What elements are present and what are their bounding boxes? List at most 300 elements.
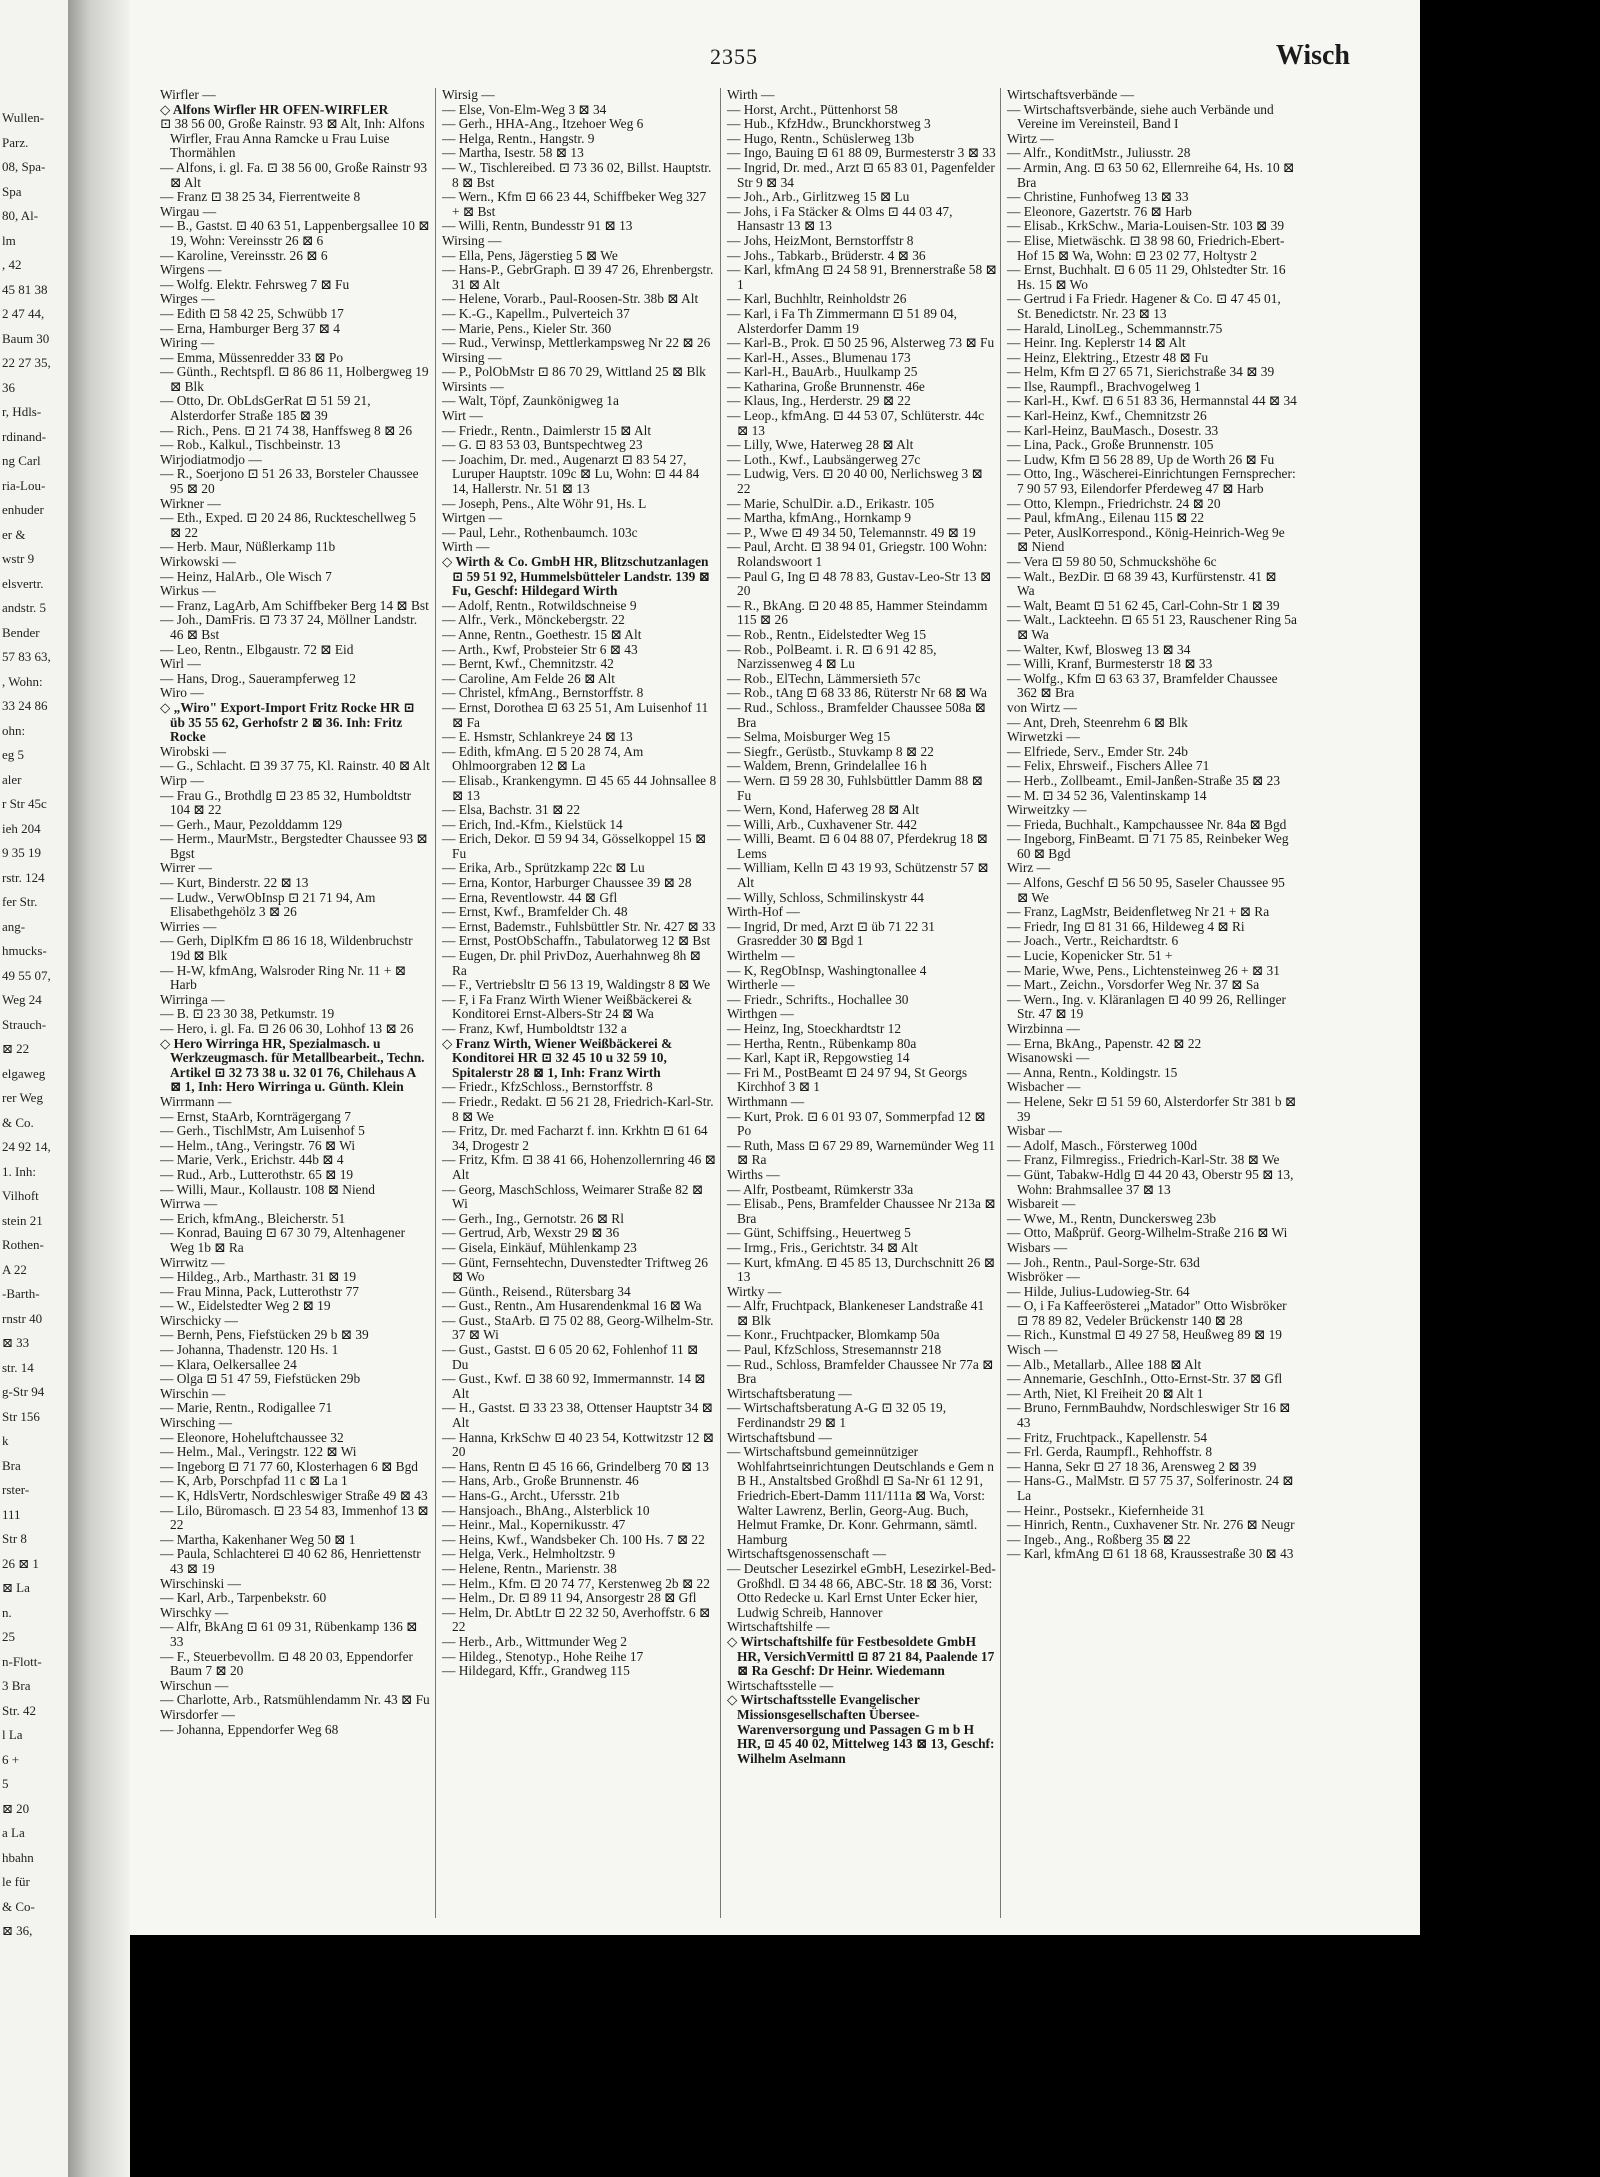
surname-heading: Wirschin — bbox=[160, 1385, 226, 1401]
adjacent-page-text: a La bbox=[2, 1825, 25, 1840]
directory-entry: — Helm., Mal., Veringstr. 122 ⊠ Wi bbox=[160, 1444, 357, 1460]
directory-entry: — Ingo, Bauing ⊡ 61 88 09, Burmesterstr 3 ⊠ 33 bbox=[727, 145, 996, 161]
surname-heading: Wirzbinna — bbox=[1007, 1021, 1080, 1036]
directory-entry: — M. ⊡ 34 52 36, Valentinskamp 14 bbox=[1007, 787, 1207, 803]
directory-entry: — Lucie, Kopenicker Str. 51 + bbox=[1007, 948, 1173, 964]
directory-entry: — G. ⊡ 83 53 03, Buntspechtweg 23 bbox=[442, 437, 643, 453]
directory-entry: — Hildegard, Kffr., Grandweg 115 bbox=[442, 1663, 630, 1679]
directory-entry: — Günt, Tabakw-Hdlg ⊡ 44 20 43, Oberstr 95 ⊠ 13, Wohn: Brahmsallee 37 ⊠ 13 bbox=[1007, 1166, 1294, 1197]
directory-entry: — Anna, Rentn., Koldingstr. 15 bbox=[1007, 1064, 1178, 1080]
directory-entry: — Eth., Exped. ⊡ 20 24 86, Ruckteschellweg 5 ⊠ 22 bbox=[160, 510, 416, 540]
adjacent-page-text: ⊠ 36, bbox=[2, 1923, 33, 1938]
directory-entry: — R., BkAng. ⊡ 20 48 85, Hammer Steindamm 115 ⊠ 26 bbox=[727, 597, 988, 628]
directory-entry: — Karl, Kapt iR, Repgowstieg 14 bbox=[727, 1050, 910, 1066]
directory-entry: — W., Eidelstedter Weg 2 ⊠ 19 bbox=[160, 1298, 331, 1314]
directory-entry: — Willi, Rentn, Bundesstr 91 ⊠ 13 bbox=[442, 218, 633, 234]
adjacent-page-fragment bbox=[0, 0, 68, 2177]
surname-heading: Wirwetzki — bbox=[1007, 729, 1080, 745]
surname-heading: Wisbar — bbox=[1007, 1123, 1062, 1139]
adjacent-page-text: aler bbox=[2, 771, 22, 787]
directory-entry: — Gisela, Einkäuf, Mühlenkamp 23 bbox=[442, 1239, 637, 1255]
directory-entry: — Erich, Dekor. ⊡ 59 94 34, Gösselkoppel 15 ⊠ Fu bbox=[442, 831, 707, 861]
directory-entry: — Gerh., TischlMstr, Am Luisenhof 5 bbox=[160, 1123, 365, 1139]
surname-heading: Wirth — bbox=[727, 88, 775, 102]
directory-entry: ◇ Wirtschaftshilfe für Festbesoldete GmbH HR, VersichVermittl ⊡ 87 21 84, Paalende 17 ⊠ Ra Geschf: Dr Heinr. Wiedemann bbox=[727, 1633, 995, 1679]
surname-heading: Wirringa — bbox=[160, 991, 225, 1007]
directory-entry: — K, RegObInsp, Washingtonallee 4 bbox=[727, 962, 927, 978]
directory-entry: — Armin, Ang. ⊡ 63 50 62, Ellernreihe 64, Hs. 10 ⊠ Bra bbox=[1007, 159, 1295, 190]
directory-entry: — Christel, kfmAng., Bernstorffstr. 8 bbox=[442, 685, 644, 701]
directory-entry: — Leop., kfmAng. ⊡ 44 53 07, Schlüterstr. 44c ⊠ 13 bbox=[727, 408, 985, 438]
directory-entry: — Paula, Schlachterei ⊡ 40 62 86, Henriettenstr 43 ⊠ 19 bbox=[160, 1546, 421, 1576]
directory-entry: — Joachim, Dr. med., Augenarzt ⊡ 83 54 27, Luruper Hauptstr. 109c ⊠ Lu, Wohn: ⊡ 44 84 14, Hallerstr. Nr. 51 ⊠ 13 bbox=[442, 451, 700, 497]
directory-entry: — Karl, kfmAng ⊡ 61 18 68, Kraussestraße 30 ⊠ 43 bbox=[1007, 1546, 1294, 1562]
directory-entry: — Paul, kfmAng., Eilenau 115 ⊠ 22 bbox=[1007, 510, 1205, 526]
directory-entry: — Eugen, Dr. phil PrivDoz, Auerhahnweg 8h ⊠ Ra bbox=[442, 948, 701, 978]
directory-entry: — Kurt, Binderstr. 22 ⊠ 13 bbox=[160, 875, 309, 891]
adjacent-page-text: ng Carl bbox=[2, 453, 41, 468]
directory-column-3 bbox=[720, 88, 997, 1918]
directory-entry: — Konr., Fruchtpacker, Blomkamp 50a bbox=[727, 1327, 940, 1343]
page-number: 2355 bbox=[710, 44, 758, 69]
adjacent-page-text: 111 bbox=[2, 1506, 21, 1522]
directory-entry: — Elisab., KrkSchw., Maria-Louisen-Str. 103 ⊠ 39 bbox=[1007, 218, 1285, 234]
directory-entry: — Frau Minna, Pack, Lutterothstr 77 bbox=[160, 1283, 359, 1299]
adjacent-page-text: hbahn bbox=[2, 1849, 34, 1865]
directory-entry: — Elise, Mietwäschk. ⊡ 38 98 60, Friedrich-Ebert-Hof 15 ⊠ Wa, Wohn: ⊡ 23 02 77, Holtystr 2 bbox=[1007, 232, 1285, 263]
directory-entry: — Helm, Dr. AbtLtr ⊡ 22 32 50, Averhoffstr. 6 ⊠ 22 bbox=[442, 1604, 711, 1635]
directory-entry: — Günt, Fernsehtechn, Duvenstedter Triftweg 26 ⊠ Wo bbox=[442, 1254, 708, 1285]
surname-heading: Wirobski — bbox=[160, 743, 227, 759]
directory-entry: — Karl, i Fa Th Zimmermann ⊡ 51 89 04, Alsterdorfer Damm 19 bbox=[727, 305, 958, 336]
directory-column-4 bbox=[1000, 88, 1297, 1918]
directory-entry: — Walt., Lackteehn. ⊡ 65 51 23, Rauschener Ring 5a ⊠ Wa bbox=[1007, 612, 1297, 642]
adjacent-page-text: andstr. 5 bbox=[2, 600, 47, 615]
directory-entry: — Willy, Schloss, Schmilinskystr 44 bbox=[727, 889, 924, 905]
directory-entry: — Joach., Vertr., Reichardtstr. 6 bbox=[1007, 933, 1179, 949]
directory-entry: — Martha, kfmAng., Hornkamp 9 bbox=[727, 510, 912, 526]
adjacent-page-text: Bender bbox=[2, 624, 40, 640]
adjacent-page-text: rer Weg bbox=[2, 1090, 43, 1105]
directory-entry: — H., Gastst. ⊡ 33 23 38, Ottenser Hauptstr 34 ⊠ Alt bbox=[442, 1400, 713, 1431]
directory-entry: — Johanna, Eppendorfer Weg 68 bbox=[160, 1721, 339, 1737]
directory-entry: — Helga, Verk., Helmholtzstr. 9 bbox=[442, 1546, 616, 1562]
surname-heading: Wiro — bbox=[160, 685, 204, 701]
directory-entry: — Erika, Arb., Sprützkamp 22c ⊠ Lu bbox=[442, 860, 645, 876]
directory-entry: — Vera ⊡ 59 80 50, Schmuckshöhe 6c bbox=[1007, 554, 1217, 569]
surname-heading: Wirsig — bbox=[442, 88, 495, 102]
adjacent-page-text: Wullen- bbox=[2, 110, 45, 125]
adjacent-page-text: Rothen- bbox=[2, 1237, 44, 1252]
directory-entry: — Wirtschaftsberatung A-G ⊡ 32 05 19, Ferdinandstr 29 ⊠ 1 bbox=[727, 1400, 947, 1431]
directory-entry: — Herm., MaurMstr., Bergstedter Chaussee 93 ⊠ Bgst bbox=[160, 831, 428, 861]
directory-entry: — Herb., Arb., Wittmunder Weg 2 bbox=[442, 1633, 627, 1649]
directory-entry: — Ingrid, Dr med, Arzt ⊡ üb 71 22 31 Grasredder 30 ⊠ Bgd 1 bbox=[727, 918, 935, 949]
directory-column-1 bbox=[160, 88, 430, 1918]
surname-heading: Wirsints — bbox=[442, 378, 504, 394]
directory-entry: — K, Arb, Porschpfad 11 c ⊠ La 1 bbox=[160, 1473, 348, 1489]
directory-entry: — Karl, Arb., Tarpenbekstr. 60 bbox=[160, 1590, 327, 1606]
directory-entry: — Franz ⊡ 38 25 34, Fierrentweite 8 bbox=[160, 189, 361, 205]
directory-entry: — Rich., Pens. ⊡ 21 74 38, Hanffsweg 8 ⊠ 26 bbox=[160, 422, 413, 438]
directory-entry: — Eleonore, Gazertstr. 76 ⊠ Harb bbox=[1007, 203, 1192, 219]
directory-entry: — Karl-B., Prok. ⊡ 50 25 96, Alsterweg 73 ⊠ Fu bbox=[727, 335, 995, 351]
directory-entry: — Alfr., KonditMstr., Juliusstr. 28 bbox=[1007, 145, 1191, 161]
adjacent-page-text: 57 83 63, bbox=[2, 649, 51, 664]
directory-entry: — H-W, kfmAng, Walsroder Ring Nr. 11 + ⊠ Harb bbox=[160, 962, 406, 993]
directory-entry: — Marie, Verk., Erichstr. 44b ⊠ 4 bbox=[160, 1152, 344, 1168]
directory-entry: — Elfriede, Serv., Emder Str. 24b bbox=[1007, 743, 1188, 759]
directory-entry: — Olga ⊡ 51 47 59, Fiefstücken 29b bbox=[160, 1371, 361, 1387]
surname-heading: Wirrwitz — bbox=[160, 1254, 225, 1270]
directory-entry: — Paul, KfzSchloss, Stresemannstr 218 bbox=[727, 1342, 942, 1358]
directory-entry: — Ilse, Raumpfl., Brachvogelweg 1 bbox=[1007, 378, 1201, 394]
directory-entry: ◇ Wirth & Co. GmbH HR, Blitzschutzanlagen ⊡ 59 51 92, Hummelsbütteler Landstr. 139 ⊠ Fu, Geschf: Hildegard Wirth bbox=[442, 554, 710, 599]
adjacent-page-text: Bra bbox=[2, 1457, 21, 1473]
directory-entry: — Fritz, Fruchtpack., Kapellenstr. 54 bbox=[1007, 1429, 1208, 1445]
directory-entry: — Helene, Sekr ⊡ 51 59 60, Alsterdorfer Str 381 b ⊠ 39 bbox=[1007, 1093, 1297, 1124]
directory-entry: — Anne, Rentn., Goethestr. 15 ⊠ Alt bbox=[442, 626, 642, 642]
surname-heading: Wisch — bbox=[1007, 1342, 1058, 1358]
directory-entry: — Eleonore, Hoheluftchaussee 32 bbox=[160, 1429, 344, 1445]
directory-entry: — Hans, Rentn ⊡ 45 16 66, Grindelberg 70 ⊠ 13 bbox=[442, 1458, 709, 1474]
surname-heading: Wirt — bbox=[442, 408, 483, 424]
directory-entry: — Hans-P., GebrGraph. ⊡ 39 47 26, Ehrenbergstr. 31 ⊠ Alt bbox=[442, 262, 714, 292]
directory-entry: — G., Schlacht. ⊡ 39 37 75, Kl. Rainstr. 40 ⊠ Alt bbox=[160, 758, 430, 774]
directory-entry: — W., Tischlereibed. ⊡ 73 36 02, Billst. Hauptstr. 8 ⊠ Bst bbox=[442, 159, 712, 190]
directory-entry: — Alfr, Fruchtpack, Blankeneser Landstraße 41 ⊠ Blk bbox=[727, 1298, 985, 1328]
directory-entry: — Joseph, Pens., Alte Wöhr 91, Hs. L bbox=[442, 495, 647, 511]
directory-entry: — O, i Fa Kaffeerösterei „Matador" Otto Wisbröker ⊡ 78 89 82, Vedeler Brückenstr 140 ⊠ 28 bbox=[1007, 1298, 1287, 1328]
adjacent-page-text: fer Str. bbox=[2, 894, 38, 909]
directory-entry: — Otto, Klempn., Friedrichstr. 24 ⊠ 20 bbox=[1007, 495, 1221, 511]
adjacent-page-text: Str 156 bbox=[2, 1408, 40, 1424]
directory-entry: — Hansjoach., BhAng., Alsterblick 10 bbox=[442, 1502, 650, 1518]
directory-entry: — Johs, HeizMont, Bernstorffstr 8 bbox=[727, 232, 914, 248]
directory-entry: — K.-G., Kapellm., Pulverteich 37 bbox=[442, 305, 630, 321]
surname-heading: Wirschinski — bbox=[160, 1575, 241, 1591]
directory-entry: — Kurt, Prok. ⊡ 6 01 93 07, Sommerpfad 12 ⊠ Po bbox=[727, 1108, 986, 1139]
adjacent-page-text: k bbox=[2, 1433, 9, 1448]
adjacent-page-text: 25 bbox=[2, 1629, 15, 1644]
directory-entry: — Wern., Kfm ⊡ 66 23 44, Schiffbeker Weg 327 + ⊠ Bst bbox=[442, 189, 707, 219]
surname-heading: Wirkus — bbox=[160, 583, 216, 599]
directory-entry: — Marie, SchulDir. a.D., Erikastr. 105 bbox=[727, 495, 935, 511]
directory-entry: — Hildeg., Stenotyp., Hohe Reihe 17 bbox=[442, 1648, 644, 1664]
directory-entry: ◇ Wirtschaftsstelle Evangelischer Missionsgesellschaften Übersee-Warenversorgung und Passagen G m b H HR, ⊡ 45 40 02, Mittelweg 143 ⊠ 13, Geschf: Wilhelm Aselmann bbox=[727, 1692, 995, 1766]
directory-entry: — Friedr., Schrifts., Hochallee 30 bbox=[727, 991, 909, 1007]
adjacent-page-text: str. 14 bbox=[2, 1359, 34, 1375]
surname-heading: Wirtherle — bbox=[727, 977, 795, 993]
directory-entry: — Frau G., Brothdlg ⊡ 23 85 32, Humboldtstr 104 ⊠ 22 bbox=[160, 787, 412, 818]
adjacent-page-text: Baum 30 bbox=[2, 330, 50, 346]
adjacent-page-text: 36 bbox=[2, 379, 15, 395]
directory-entry: — F, i Fa Franz Wirth Wiener Weißbäckerei & Konditorei Ernst-Albers-Str 24 ⊠ Wa bbox=[442, 991, 693, 1022]
surname-heading: Wirsdorfer — bbox=[160, 1706, 235, 1722]
directory-entry: — Lilly, Wwe, Haterweg 28 ⊠ Alt bbox=[727, 437, 914, 453]
directory-entry: — Paul, Archt. ⊡ 38 94 01, Griegstr. 100 Wohn: Rolandswoort 1 bbox=[727, 539, 988, 569]
adjacent-page-text: 33 24 86 bbox=[2, 698, 48, 713]
directory-entry: — Erna, Hamburger Berg 37 ⊠ 4 bbox=[160, 320, 340, 336]
book-gutter bbox=[68, 0, 130, 2177]
directory-entry: — Gerh., HHA-Ang., Itzehoer Weg 6 bbox=[442, 116, 644, 132]
directory-entry: — Hildeg., Arb., Marthastr. 31 ⊠ 19 bbox=[160, 1269, 357, 1285]
directory-entry: — Klara, Oelkersallee 24 bbox=[160, 1356, 297, 1372]
directory-entry: — Ernst, Bademstr., Fuhlsbüttler Str. Nr. 427 ⊠ 33 bbox=[442, 918, 716, 934]
surname-heading: Wirtky — bbox=[727, 1283, 782, 1299]
directory-entry: — Helene, Vorarb., Paul-Roosen-Str. 38b ⊠ Alt bbox=[442, 291, 699, 307]
directory-entry: — Wirtschaftsverbände, siehe auch Verbände und Vereine im Vereinsteil, Band I bbox=[1007, 101, 1274, 132]
adjacent-page-text: Str 8 bbox=[2, 1531, 27, 1546]
directory-entry: — Friedr., Redakt. ⊡ 56 21 28, Friedrich-Karl-Str. 8 ⊠ We bbox=[442, 1093, 714, 1124]
directory-entry: — P., PolObMstr ⊡ 86 70 29, Wittland 25 ⊠ Blk bbox=[442, 364, 706, 380]
directory-entry: — Selma, Moisburger Weg 15 bbox=[727, 729, 891, 745]
adjacent-page-text: er & bbox=[2, 526, 26, 542]
directory-entry: — Alfons, i. gl. Fa. ⊡ 38 56 00, Große Rainstr 93 ⊠ Alt bbox=[160, 159, 428, 190]
directory-entry: — Fri M., PostBeamt ⊡ 24 97 94, St Georgs Kirchhof 3 ⊠ 1 bbox=[727, 1064, 968, 1095]
adjacent-page-text: r Str 45c bbox=[2, 796, 47, 811]
directory-entry: — Walt, Töpf, Zaunkönigweg 1a bbox=[442, 393, 619, 409]
directory-entry: — Kurt, kfmAng. ⊡ 45 85 13, Durchschnitt 26 ⊠ 13 bbox=[727, 1254, 995, 1285]
adjacent-page-text: l La bbox=[2, 1727, 23, 1742]
directory-entry: — Emma, Müssenredder 33 ⊠ Po bbox=[160, 349, 344, 365]
adjacent-page-text: 45 81 38 bbox=[2, 281, 48, 297]
directory-entry: — Otto, Maßprüf. Georg-Wilhelm-Straße 216 ⊠ Wi bbox=[1007, 1225, 1288, 1241]
directory-entry: — Otto, Ing., Wäscherei-Einrichtungen Fernsprecher: 7 90 57 93, Eilendorfer Pferdeweg 47 ⊠ Harb bbox=[1007, 466, 1296, 497]
directory-entry: — B., Gastst. ⊡ 40 63 51, Lappenbergsallee 10 ⊠ 19, Wohn: Vereinsstr 26 ⊠ 6 bbox=[160, 218, 430, 248]
directory-entry: — Karl-H., Asses., Blumenau 173 bbox=[727, 349, 911, 365]
directory-entry: ◇ Franz Wirth, Wiener Weißbäckerei & Konditorei HR ⊡ 32 45 10 u 32 59 10, Spitalerstr 28 ⊠ 1, Inh: Franz Wirth bbox=[442, 1035, 673, 1080]
directory-entry: — Karl-Heinz, BauMasch., Dosestr. 33 bbox=[1007, 422, 1219, 438]
directory-entry: — Karl-H., Kwf. ⊡ 6 51 83 36, Hermannstal 44 ⊠ 34 bbox=[1007, 393, 1297, 409]
directory-entry: — Helm., tAng., Veringstr. 76 ⊠ Wi bbox=[160, 1137, 356, 1153]
directory-entry: — Arth, Niet, Kl Freiheit 20 ⊠ Alt 1 bbox=[1007, 1385, 1204, 1401]
directory-entry: — Hinrich, Rentn., Cuxhavener Str. Nr. 276 ⊠ Neugr bbox=[1007, 1517, 1295, 1533]
adjacent-page-text: & Co- bbox=[2, 1898, 35, 1914]
directory-entry: — Hugo, Rentn., Schüslerweg 13b bbox=[727, 130, 915, 146]
directory-entry: — Marie, Pens., Kieler Str. 360 bbox=[442, 320, 612, 336]
directory-entry: — Felix, Ehrsweif., Fischers Allee 71 bbox=[1007, 758, 1210, 774]
directory-entry: — Rich., Kunstmal ⊡ 49 27 58, Heußweg 89 ⊠ 19 bbox=[1007, 1327, 1282, 1343]
directory-column-2 bbox=[435, 88, 717, 1918]
directory-entry: ◇ Alfons Wirfler HR OFEN-WIRFLER bbox=[160, 101, 389, 117]
adjacent-page-text: 3 Bra bbox=[2, 1678, 31, 1693]
adjacent-page-text: 6 + bbox=[2, 1751, 20, 1767]
directory-entry: — Günth., Reisend., Rütersbarg 34 bbox=[442, 1283, 631, 1299]
adjacent-page-text: & Co. bbox=[2, 1114, 34, 1130]
surname-heading: von Wirtz — bbox=[1007, 699, 1077, 715]
surname-heading: Wirth-Hof — bbox=[727, 904, 800, 920]
directory-entry: — Elsa, Bachstr. 31 ⊠ 22 bbox=[442, 802, 581, 818]
directory-entry: — Alfons, Geschf ⊡ 56 50 95, Saseler Chaussee 95 ⊠ We bbox=[1007, 875, 1285, 905]
directory-entry: — Willi, Kranf, Burmesterstr 18 ⊠ 33 bbox=[1007, 656, 1213, 672]
directory-entry: — Herb. Maur, Nüßlerkamp 11b bbox=[160, 539, 336, 555]
surname-heading: Wirkner — bbox=[160, 495, 221, 511]
surname-heading: Wirrer — bbox=[160, 860, 212, 876]
surname-heading: Wirl — bbox=[160, 656, 201, 672]
surname-heading: Wisbacher — bbox=[1007, 1079, 1081, 1095]
directory-entry: — Irmg., Fris., Gerichtstr. 34 ⊠ Alt bbox=[727, 1239, 918, 1255]
directory-entry: — Lilo, Büromasch. ⊡ 23 54 83, Immenhof 13 ⊠ 22 bbox=[160, 1502, 429, 1533]
directory-entry: — Rob., ElTechn, Lämmersieth 57c bbox=[727, 670, 921, 686]
surname-heading: Wirth — bbox=[442, 539, 490, 555]
surname-heading: Wirtschaftsgenossenschaft — bbox=[727, 1546, 886, 1562]
directory-entry: — Frl. Gerda, Raumpfl., Rehhoffstr. 8 bbox=[1007, 1444, 1213, 1460]
directory-entry: — Hans-G., MalMstr. ⊡ 57 75 37, Solferinostr. 24 ⊠ La bbox=[1007, 1473, 1294, 1503]
surname-heading: Wirfler — bbox=[160, 88, 216, 102]
adjacent-page-text: Vilhoft bbox=[2, 1188, 39, 1203]
surname-heading: Wirsing — bbox=[442, 232, 502, 248]
adjacent-page-text: r, Hdls- bbox=[2, 404, 42, 419]
directory-entry: — Franz, Kwf, Humboldtstr 132 a bbox=[442, 1021, 627, 1036]
directory-entry: — Adolf, Rentn., Rotwildschneise 9 bbox=[442, 597, 637, 613]
surname-heading: Wirthmann — bbox=[727, 1093, 805, 1109]
directory-entry: — F., Vertriebsltr ⊡ 56 13 19, Waldingstr 8 ⊠ We bbox=[442, 977, 711, 993]
directory-entry: — Otto, Dr. ObLdsGerRat ⊡ 51 59 21, Alsterdorfer Straße 185 ⊠ 39 bbox=[160, 393, 371, 424]
directory-entry: — Ingeb., Ang., Roßberg 35 ⊠ 22 bbox=[1007, 1531, 1191, 1547]
adjacent-page-text: -Barth- bbox=[2, 1286, 40, 1301]
directory-entry: — Lina, Pack., Große Brunnenstr. 105 bbox=[1007, 437, 1214, 453]
adjacent-page-text: rdinand- bbox=[2, 428, 47, 444]
directory-entry: — Helm, Kfm ⊡ 27 65 71, Sierichstraße 34 ⊠ 39 bbox=[1007, 364, 1275, 380]
directory-entry: — Christine, Funhofweg 13 ⊠ 33 bbox=[1007, 189, 1189, 205]
surname-heading: ⊡ 38 56 00, Große Rainstr. 93 ⊠ Alt, Inh: Alfons Wirfler, Frau Anna Ramcke u Frau Luise Thormählen bbox=[160, 116, 425, 161]
directory-entry: — Rob., Kalkul., Tischbeinstr. 13 bbox=[160, 437, 341, 453]
directory-entry: — R., Soerjono ⊡ 51 26 33, Borsteler Chaussee 95 ⊠ 20 bbox=[160, 466, 419, 497]
directory-entry: — Alb., Metallarb., Allee 188 ⊠ Alt bbox=[1007, 1356, 1202, 1372]
directory-entry: — Hilde, Julius-Ludowieg-Str. 64 bbox=[1007, 1283, 1190, 1299]
directory-entry: — Erna, Kontor, Harburger Chaussee 39 ⊠ 28 bbox=[442, 875, 692, 891]
surname-heading: Wirrmann — bbox=[160, 1093, 232, 1109]
directory-entry: — Rud., Arb., Lutterothstr. 65 ⊠ 19 bbox=[160, 1166, 354, 1182]
directory-entry: — Johanna, Thadenstr. 120 Hs. 1 bbox=[160, 1342, 339, 1358]
surname-heading: Wirthgen — bbox=[727, 1006, 794, 1022]
surname-heading: Wirsching — bbox=[160, 1415, 232, 1431]
adjacent-page-text: lm bbox=[2, 232, 16, 248]
directory-entry: — Bruno, FernmBauhdw, Nordschleswiger Str 16 ⊠ 43 bbox=[1007, 1400, 1291, 1431]
directory-entry: — Franz, LagArb, Am Schiffbeker Berg 14 ⊠ Bst bbox=[160, 597, 429, 613]
adjacent-page-text: 24 92 14, bbox=[2, 1139, 51, 1154]
directory-entry: — Herb., Zollbeamt., Emil-Janßen-Straße 35 ⊠ 23 bbox=[1007, 772, 1281, 788]
surname-heading: Wirries — bbox=[160, 918, 217, 934]
directory-page bbox=[130, 0, 1420, 1935]
surname-heading: Wirjodiatmodjo — bbox=[160, 451, 262, 467]
directory-entry: — Erich, Ind.-Kfm., Kielstück 14 bbox=[442, 816, 623, 832]
directory-entry: — Helm., Kfm. ⊡ 20 74 77, Kerstenweg 2b ⊠ 22 bbox=[442, 1575, 710, 1591]
directory-entry: — Elisab., Krankengymn. ⊡ 45 65 44 Johnsallee 8 ⊠ 13 bbox=[442, 772, 717, 803]
directory-entry: — Karl, Buchhltr, Reinholdstr 26 bbox=[727, 291, 907, 307]
surname-heading: Wirtschaftshilfe — bbox=[727, 1619, 830, 1635]
directory-entry: — Paul, Lehr., Rothenbaumch. 103c bbox=[442, 524, 638, 540]
directory-entry: — Heinr., Postsekr., Kiefernheide 31 bbox=[1007, 1502, 1205, 1518]
directory-entry: — Friedr., KfzSchloss., Bernstorffstr. 8 bbox=[442, 1079, 653, 1095]
adjacent-page-text: stein 21 bbox=[2, 1212, 43, 1228]
directory-entry: — Georg, MaschSchloss, Weimarer Straße 82 ⊠ Wi bbox=[442, 1181, 704, 1212]
directory-entry: — Marie, Rentn., Rodigallee 71 bbox=[160, 1400, 333, 1416]
adjacent-page-text: ⊠ La bbox=[2, 1580, 30, 1595]
directory-entry: — Karl, kfmAng ⊡ 24 58 91, Brennerstraße 58 ⊠ 1 bbox=[727, 262, 997, 292]
surname-heading: Wirschky — bbox=[160, 1604, 229, 1620]
directory-entry: — Caroline, Am Felde 26 ⊠ Alt bbox=[442, 670, 616, 686]
directory-entry: — Hertha, Rentn., Rübenkamp 80a bbox=[727, 1035, 917, 1051]
directory-entry: — Ella, Pens, Jägerstieg 5 ⊠ We bbox=[442, 247, 618, 263]
surname-heading: Wirschun — bbox=[160, 1677, 229, 1693]
surname-heading: Wirthelm — bbox=[727, 948, 795, 964]
directory-entry: — Friedr, Ing ⊡ 81 31 66, Hildeweg 4 ⊠ Ri bbox=[1007, 918, 1245, 934]
adjacent-page-text: rnstr 40 bbox=[2, 1310, 43, 1326]
directory-entry: — Alfr, BkAng ⊡ 61 09 31, Rübenkamp 136 ⊠ 33 bbox=[160, 1619, 418, 1649]
directory-entry: — Wirtschaftsbund gemeinnütziger Wohlfahrtseinrichtungen Deutschlands e Gem n B H., Anstaltsbed Großhdl ⊡ Sa-Nr 61 12 91, Friedrich-Ebert-Damm 111/111a ⊠ Wa, Vorst: Walter Lawrenz, Berlin, Georg-Aug. Buch, Helmut Framke, Dr. Konr. Gehrmann, sämtl. Hamburg bbox=[727, 1444, 994, 1547]
directory-entry: — Gerh., Maur, Pezolddamm 129 bbox=[160, 816, 343, 832]
directory-entry: — Gust., Kwf. ⊡ 38 60 92, Immermannstr. 14 ⊠ Alt bbox=[442, 1371, 706, 1401]
adjacent-page-text: 80, Al- bbox=[2, 208, 39, 223]
directory-entry: — Heinz, Elektring., Etzestr 48 ⊠ Fu bbox=[1007, 349, 1209, 365]
surname-heading: Wirgens — bbox=[160, 262, 222, 278]
directory-entry: — Gerh, DiplKfm ⊡ 86 16 18, Wildenbruchstr 19d ⊠ Blk bbox=[160, 933, 413, 964]
adjacent-page-text: Strauch- bbox=[2, 1016, 47, 1032]
surname-heading: Wisbröker — bbox=[1007, 1269, 1080, 1285]
surname-heading: Wiring — bbox=[160, 335, 215, 351]
directory-entry: — Bernh, Pens, Fiefstücken 29 b ⊠ 39 bbox=[160, 1327, 369, 1343]
adjacent-page-text: ⊠ 20 bbox=[2, 1800, 30, 1816]
adjacent-page-text: 08, Spa- bbox=[2, 159, 46, 174]
adjacent-page-text: ang- bbox=[2, 918, 26, 934]
directory-entry: — Helene, Rentn., Marienstr. 38 bbox=[442, 1560, 617, 1576]
directory-entry: — Franz, LagMstr, Beidenfletweg Nr 21 + ⊠ Ra bbox=[1007, 904, 1270, 920]
directory-entry: — Johs., Tabkarb., Brüderstr. 4 ⊠ 36 bbox=[727, 247, 926, 263]
directory-entry: — Rob., Rentn., Eidelstedter Weg 15 bbox=[727, 626, 927, 642]
surname-heading: Wirtschaftsberatung — bbox=[727, 1385, 852, 1401]
directory-entry: — Walt., BezDir. ⊡ 68 39 43, Kurfürstenstr. 41 ⊠ Wa bbox=[1007, 568, 1277, 599]
directory-entry: — Katharina, Große Brunnenstr. 46e bbox=[727, 378, 925, 394]
directory-entry: — Edith ⊡ 58 42 25, Schwübb 17 bbox=[160, 305, 344, 321]
directory-entry: — Hub., KfzHdw., Brunckhorstweg 3 bbox=[727, 116, 931, 132]
directory-entry: — Ernst, PostObSchaffn., Tabulatorweg 12 ⊠ Bst bbox=[442, 933, 711, 949]
directory-entry: — Hans, Arb., Große Brunnenstr. 46 bbox=[442, 1473, 639, 1489]
directory-entry: — Waldem, Brenn, Grindelallee 16 h bbox=[727, 758, 927, 774]
surname-heading: Wirrwa — bbox=[160, 1196, 218, 1212]
directory-entry: — Hans, Drog., Sauerampferweg 12 bbox=[160, 670, 356, 686]
adjacent-page-text: rster- bbox=[2, 1482, 30, 1497]
directory-entry: — Joh., Rentn., Paul-Sorge-Str. 63d bbox=[1007, 1254, 1200, 1270]
directory-entry: — Arth., Kwf, Probsteier Str 6 ⊠ 43 bbox=[442, 641, 638, 657]
adjacent-page-text: hmucks- bbox=[2, 943, 47, 958]
surname-heading: Wirkowski — bbox=[160, 554, 236, 569]
directory-entry: — Martha, Isestr. 58 ⊠ 13 bbox=[442, 145, 584, 161]
directory-entry: — Ludw., VerwObInsp ⊡ 21 71 94, Am Elisabethgehölz 3 ⊠ 26 bbox=[160, 889, 376, 920]
adjacent-page-text: Str. 42 bbox=[2, 1702, 36, 1718]
directory-entry: — Loth., Kwf., Laubsängerweg 27c bbox=[727, 451, 921, 467]
surname-heading: Wirtschaftsverbände — bbox=[1007, 88, 1134, 102]
directory-entry: — Willi, Beamt. ⊡ 6 04 88 07, Pferdekrug 18 ⊠ Lems bbox=[727, 831, 988, 861]
directory-entry: — Rud., Verwinsp, Mettlerkampsweg Nr 22 ⊠ 26 bbox=[442, 335, 711, 351]
adjacent-page-text: enhuder bbox=[2, 502, 44, 517]
adjacent-page-text: 5 bbox=[2, 1776, 9, 1791]
directory-entry: — Else, Von-Elm-Weg 3 ⊠ 34 bbox=[442, 101, 607, 117]
adjacent-page-text: 26 ⊠ 1 bbox=[2, 1555, 39, 1571]
directory-entry: — Klaus, Ing., Herderstr. 29 ⊠ 22 bbox=[727, 393, 911, 409]
directory-entry: — Siegfr., Gerüstb., Stuvkamp 8 ⊠ 22 bbox=[727, 743, 934, 759]
surname-heading: Wirgau — bbox=[160, 203, 217, 219]
directory-entry: — Hans-G., Archt., Ufersstr. 21b bbox=[442, 1488, 620, 1503]
directory-entry: — Rud., Schloss., Bramfelder Chaussee 508a ⊠ Bra bbox=[727, 699, 986, 730]
adjacent-page-text: n. bbox=[2, 1604, 12, 1620]
surname-heading: Wirges — bbox=[160, 291, 215, 307]
adjacent-page-text: A 22 bbox=[2, 1261, 27, 1277]
surname-heading: Wirths — bbox=[727, 1166, 780, 1182]
surname-heading: Wirschicky — bbox=[160, 1312, 238, 1328]
adjacent-page-text: eg 5 bbox=[2, 747, 25, 762]
